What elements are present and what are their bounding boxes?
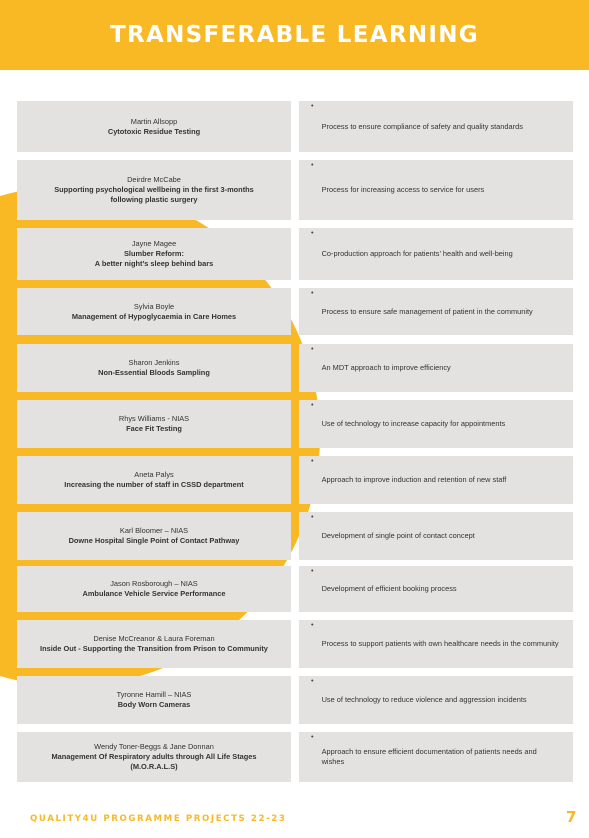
learning-cell: [299, 512, 573, 560]
project-lead: Rhys Williams - NIAS: [118, 414, 190, 423]
table-row: [17, 512, 573, 560]
learning-text: Process for increasing access to service for users: [321, 185, 485, 194]
table-row: [17, 732, 573, 782]
bullet-icon: •: [311, 400, 314, 409]
footer-programme-title: QUALITY4U PROGRAMME PROJECTS 22-23: [30, 814, 287, 824]
table-row: [17, 160, 573, 220]
project-lead: Denise McCreanor & Laura Foreman: [93, 634, 215, 643]
learning-cell: [299, 160, 573, 220]
learning-text: Development of efficient booking process: [321, 584, 457, 593]
learning-text: Development of single point of contact concept: [321, 531, 475, 540]
learning-text: Co-production approach for patients’ health and well-being: [321, 249, 513, 258]
bullet-icon: •: [311, 288, 314, 297]
project-cell: [17, 620, 291, 668]
learning-text: Process to support patients with own healthcare needs in the community: [321, 639, 559, 648]
bullet-icon: •: [311, 228, 314, 237]
project-lead: Tyronne Hamill – NIAS: [116, 690, 192, 699]
table-row: [17, 288, 573, 335]
bullet-icon: •: [311, 512, 314, 521]
project-lead: Jayne Magee: [131, 239, 177, 248]
project-title: Downe Hospital Single Point of Contact Pathway: [68, 536, 240, 545]
project-cell: [17, 344, 291, 392]
project-lead: Aneta Palys: [134, 470, 174, 479]
project-cell: [17, 101, 291, 152]
project-title: Cytotoxic Residue Testing: [107, 126, 201, 136]
table-row: [17, 101, 573, 152]
project-lead: Karl Bloomer – NIAS: [119, 526, 189, 535]
project-lead: Deirdre McCabe: [127, 175, 181, 184]
table-row: [17, 228, 573, 280]
table-row: [17, 566, 573, 612]
project-cell: [17, 160, 291, 220]
learning-cell: [299, 456, 573, 504]
project-lead: Jason Rosborough – NIAS: [110, 579, 198, 588]
project-title: Management Of Respiratory adults through All Life Stages (M.O.R.A.L.S): [51, 752, 257, 771]
project-cell: [17, 288, 291, 335]
learning-cell: [299, 101, 573, 152]
learning-text: Use of technology to reduce violence and aggression incidents: [321, 695, 527, 704]
project-lead: Sharon Jenkins: [128, 358, 180, 367]
project-lead: Wendy Toner-Beggs & Jane Donnan: [94, 742, 214, 751]
project-cell: [17, 566, 291, 612]
bullet-icon: •: [311, 160, 314, 169]
page-title: TRANSFERABLE LEARNING: [110, 22, 479, 48]
project-cell: [17, 400, 291, 448]
project-title: Slumber Reform: A better night’s sleep behind bars: [94, 249, 214, 268]
learning-text: Approach to improve induction and retention of new staff: [321, 475, 507, 484]
table-row: [17, 456, 573, 504]
learning-cell: [299, 400, 573, 448]
learning-cell: [299, 288, 573, 335]
project-title: Ambulance Vehicle Service Performance: [82, 589, 226, 598]
bullet-icon: •: [311, 620, 314, 629]
project-lead: Martin Allsopp: [130, 116, 178, 126]
learning-cell: [299, 228, 573, 280]
table-row: [17, 676, 573, 724]
learning-cell: [299, 344, 573, 392]
bullet-icon: •: [311, 676, 314, 685]
page-number: 7: [566, 808, 577, 826]
table-row: [17, 400, 573, 448]
learning-text: Process to ensure compliance of safety and quality standards: [321, 121, 523, 131]
project-cell: [17, 512, 291, 560]
bullet-icon: •: [311, 732, 314, 741]
learning-text: Process to ensure safe management of patient in the community: [321, 306, 533, 316]
bullet-icon: •: [311, 101, 314, 110]
learning-cell: [299, 620, 573, 668]
project-title: Non-Essential Bloods Sampling: [98, 368, 210, 377]
project-cell: [17, 228, 291, 280]
project-cell: [17, 676, 291, 724]
learning-cell: [299, 732, 573, 782]
project-lead: Sylvia Boyle: [133, 301, 175, 311]
project-title: Inside Out - Supporting the Transition from Prison to Community: [40, 644, 268, 653]
learning-text: An MDT approach to improve efficiency: [321, 363, 451, 372]
table-row: [17, 344, 573, 392]
project-cell: [17, 732, 291, 782]
bullet-icon: •: [311, 456, 314, 465]
table-row: [17, 620, 573, 668]
project-title: Face Fit Testing: [126, 424, 182, 433]
project-title: Management of Hypoglycaemia in Care Homes: [71, 311, 237, 321]
project-title: Increasing the number of staff in CSSD department: [64, 480, 244, 489]
learning-cell: [299, 566, 573, 612]
learning-text: Use of technology to increase capacity for appointments: [321, 419, 506, 428]
project-title: Body Worn Cameras: [117, 700, 191, 709]
learning-cell: [299, 676, 573, 724]
project-title: Supporting psychological wellbeing in the first 3-months following plastic surgery: [54, 185, 254, 204]
bullet-icon: •: [311, 344, 314, 353]
bullet-icon: •: [311, 566, 314, 575]
learning-text: Approach to ensure efficient documentation of patients needs and wishes: [321, 747, 537, 766]
project-cell: [17, 456, 291, 504]
